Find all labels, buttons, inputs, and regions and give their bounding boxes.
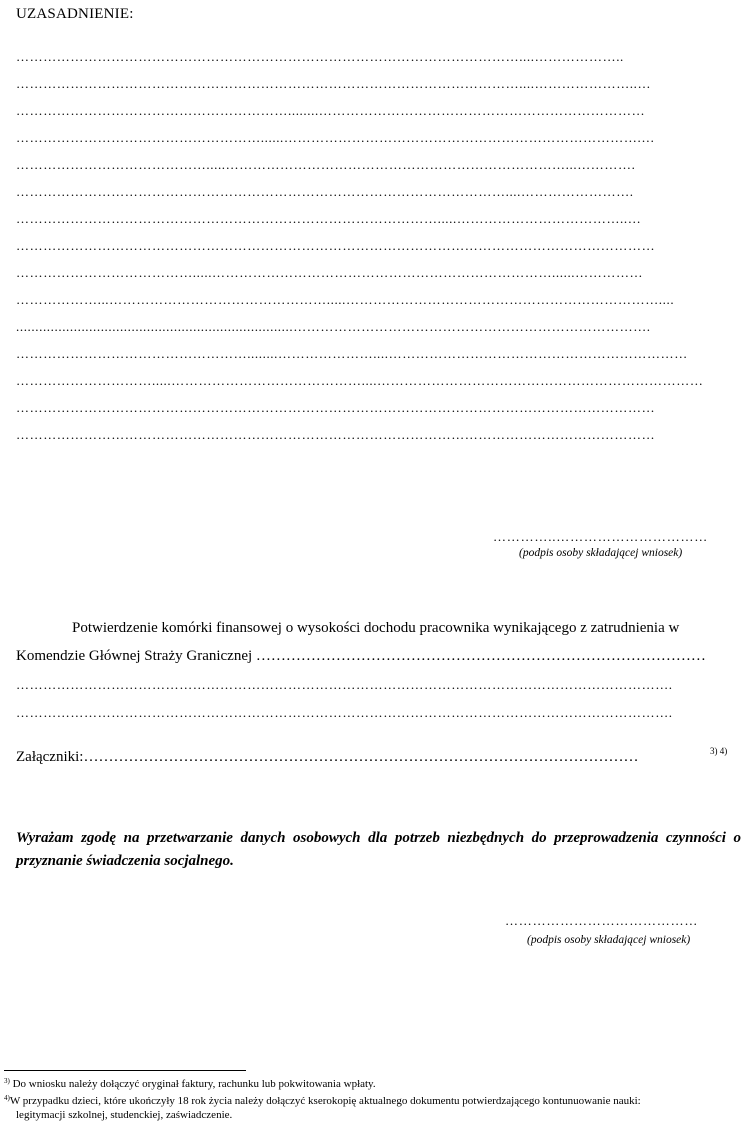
attachments-field: [16, 749, 638, 766]
justification-line: ………………………………….....…………………………………………………………………......……………: [16, 265, 644, 280]
data-processing-consent: Wyrażam zgodę na przetwarzanie danych osobowych dla potrzeb niezbędnych do przeprowadzenia czynności o przyznanie świadczenia socjalnego.: [16, 830, 741, 869]
justification-line: ……………………………………………………………………………………………………………………………: [16, 238, 656, 253]
footnote-marker: 3): [4, 1077, 10, 1085]
signature-line: ……………………………………: [505, 913, 699, 928]
footnote-4-continuation: legitymacji szkolnej, studenckiej, zaświadczenie.: [16, 1109, 233, 1121]
justification-line: ........................................................................…………………………………………………………………….: [16, 319, 651, 334]
justification-line: ………………………….....……………………………………....………………………………………………………………: [16, 373, 704, 388]
attachments-label: Załączniki:…………………………………………………………………………………………………: [16, 749, 639, 765]
justification-line: ………………...………………………………………….....……………………………………………………………....: [16, 292, 675, 307]
footnote-text: W przypadku dzieci, które ukończyły 18 rok życia należy dołączyć kserokopię aktualnego dokumentu potwierdzającego kontunuowanie nauki:: [9, 1095, 641, 1107]
signature-caption: (podpis osoby składającej wniosek): [527, 934, 691, 946]
finance-confirmation-line1: Potwierdzenie komórki finansowej o wysokości dochodu pracownika wynikającego z zatrudnienia w: [72, 620, 680, 636]
finance-dotted-line: ……………………………………………………………………………………………………………………………….: [16, 677, 673, 692]
justification-line: ………………………………………………………………………………………………....…………………….: [16, 184, 634, 199]
finance-dotted-line: ……………………………………………………………………………………………………………………………….: [16, 705, 673, 720]
footnote-3: [4, 1077, 376, 1090]
finance-confirmation-line2: Komendzie Głównej Straży Granicznej ………………………………………………………………………………: [16, 648, 706, 664]
justification-line: ……………………………………………………………………………………………………………………………: [16, 400, 656, 415]
justification-heading: UZASADNIENIE:: [16, 6, 134, 22]
signature-caption: (podpis osoby składającej wniosek): [519, 547, 683, 559]
footnote-separator: [4, 1070, 246, 1071]
footnote-marker: 4): [4, 1094, 10, 1102]
justification-line: …………………………………………………………………………………………………....………………..: [16, 49, 624, 64]
justification-line: ……………………………………………………........………………………………………………………………: [16, 103, 646, 118]
justification-line: ………………………………………………………………………………….....………………………………..…: [16, 211, 642, 226]
justification-line: …………………………………….....…………………………………………………………………...………….: [16, 157, 636, 172]
signature-line: …………..……………………………: [493, 529, 709, 544]
attachments-footnote-refs: 3) 4): [710, 746, 728, 756]
justification-line: ……………………………………………........…………………....…………………………………………………………: [16, 346, 688, 361]
footnote-4: [4, 1094, 641, 1107]
justification-line: ……………………………………………………………………………………………………………………………: [16, 427, 656, 442]
justification-line: …………………………………………………………………………………………………....…………………..…: [16, 76, 652, 91]
justification-line: ………………………………………………......…………………………………………………………………….…: [16, 130, 655, 145]
footnote-text: Do wniosku należy dołączyć oryginał faktury, rachunku lub pokwitowania wpłaty.: [9, 1078, 376, 1090]
